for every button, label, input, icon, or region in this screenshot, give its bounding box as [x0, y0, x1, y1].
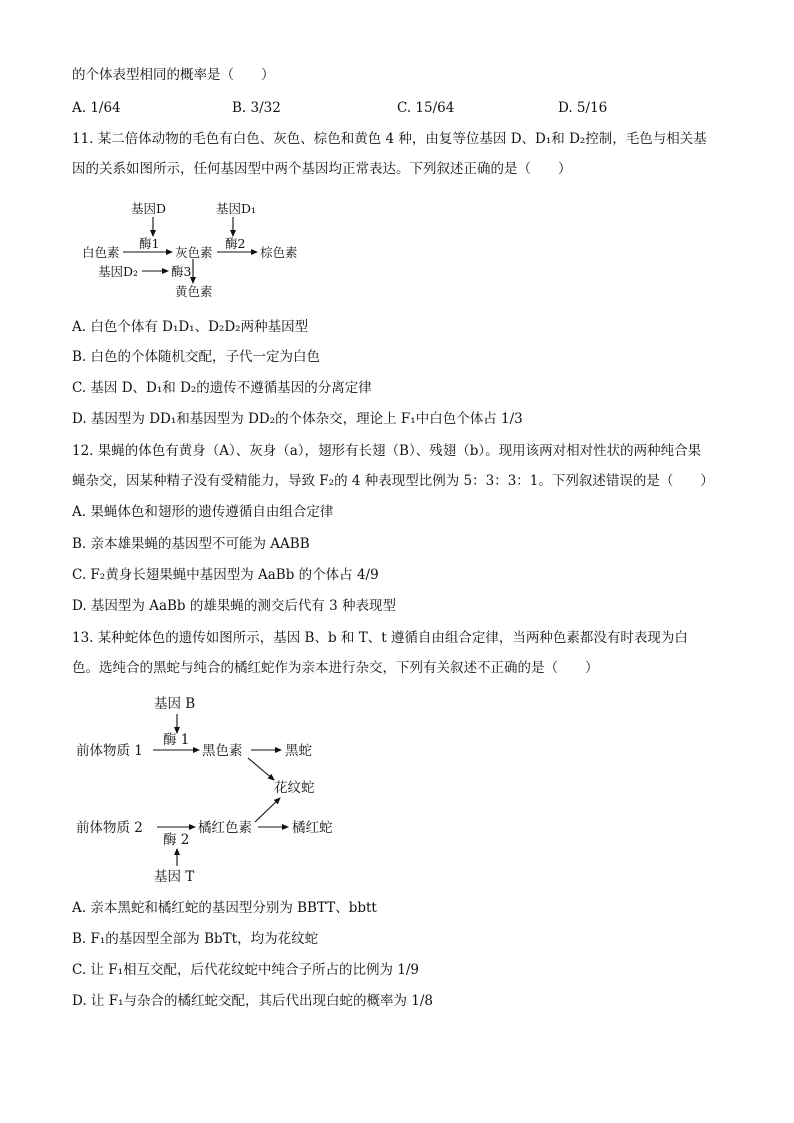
q11-white-pigment: 白色素	[82, 245, 120, 260]
q13-arrow-orange-to-pattern	[255, 798, 280, 822]
q11-stem-line1: 11. 某二倍体动物的毛色有白色、灰色、棕色和黄色 4 种，由复等位基因 D、D₁和 D₂控制，毛色与相关基	[72, 131, 707, 147]
q11-gene-d2: 基因D₂	[98, 264, 139, 279]
q11-option-b: B. 白色的个体随机交配，子代一定为白色	[72, 349, 321, 365]
q12-option-a: A. 果蝇体色和翅形的遗传遵循自由组合定律	[72, 504, 334, 520]
q10-option-c: C. 15/64	[397, 100, 455, 116]
q11-enzyme3: 酶3	[171, 264, 192, 279]
q11-enzyme1: 酶1	[139, 236, 160, 251]
q11-gene-d1: 基因D₁	[216, 201, 257, 216]
q11-option-a: A. 白色个体有 D₁D₁、D₂D₂两种基因型	[72, 319, 309, 335]
q10-option-d: D. 5/16	[558, 100, 608, 116]
q13-option-c: C. 让 F₁相互交配，后代花纹蛇中纯合子所占的比例为 1/9	[72, 962, 420, 978]
q13-snake-color-diagram	[0, 680, 794, 890]
q11-option-d: D. 基因型为 DD₁和基因型为 DD₂的个体杂交，理论上 F₁中白色个体占 1/3	[72, 411, 523, 427]
q13-gene-b: 基因 B	[154, 696, 196, 712]
q13-gene-t: 基因 T	[154, 869, 195, 885]
q13-precursor2: 前体物质 2	[76, 820, 143, 836]
q13-option-b: B. F₁的基因型全部为 BbTt，均为花纹蛇	[72, 931, 319, 947]
q13-arrow-black-to-pattern	[248, 758, 274, 780]
q12-option-d: D. 基因型为 AaBb 的雄果蝇的测交后代有 3 种表现型	[72, 598, 397, 614]
q10-option-b: B. 3/32	[232, 100, 281, 116]
q12-stem-line1: 12. 果蝇的体色有黄身（A）、灰身（a），翅形有长翅（B）、残翅（b）。现用该两对相对性状的两种纯合果	[72, 443, 702, 459]
q11-gene-d: 基因D	[131, 201, 167, 216]
q13-pattern-snake: 花纹蛇	[274, 780, 315, 796]
q13-stem-line1: 13. 某种蛇体色的遗传如图所示，基因 B、b 和 T、t 遵循自由组合定律，当两种色素都没有时表现为白	[72, 630, 688, 646]
q13-orange-pigment: 橘红色素	[198, 820, 252, 836]
q13-precursor1: 前体物质 1	[76, 743, 143, 759]
q11-yellow-pigment: 黄色素	[175, 284, 213, 299]
q11-option-c: C. 基因 D、D₁和 D₂的遗传不遵循基因的分离定律	[72, 380, 372, 396]
q12-option-b: B. 亲本雄果蝇的基因型不可能为 AABB	[72, 536, 310, 552]
q11-enzyme2: 酶2	[225, 236, 246, 251]
q13-black-pigment: 黑色素	[202, 743, 243, 759]
q11-gray-pigment: 灰色素	[175, 245, 213, 260]
q13-option-d: D. 让 F₁与杂合的橘红蛇交配，其后代出现白蛇的概率为 1/8	[72, 993, 434, 1009]
q11-stem-line2: 因的关系如图所示，任何基因型中两个基因均正常表达。下列叙述正确的是（ ）	[72, 161, 572, 177]
q11-brown-pigment: 棕色素	[260, 245, 298, 260]
q13-black-snake: 黑蛇	[285, 743, 312, 759]
q13-stem-line2: 色。选纯合的黑蛇与纯合的橘红蛇作为亲本进行杂交，下列有关叙述不正确的是（ ）	[72, 660, 599, 676]
q10-stem-tail: 的个体表型相同的概率是（ ）	[72, 67, 275, 83]
q10-option-a: A. 1/64	[72, 100, 121, 116]
q13-orange-snake: 橘红蛇	[292, 820, 333, 836]
q13-enzyme1: 酶 1	[163, 732, 190, 748]
q12-option-c: C. F₂黄身长翅果蝇中基因型为 AaBb 的个体占 4/9	[72, 567, 379, 583]
q13-option-a: A. 亲本黑蛇和橘红蛇的基因型分别为 BBTT、bbtt	[72, 900, 377, 916]
q13-enzyme2: 酶 2	[163, 832, 190, 848]
q11-pigment-diagram	[0, 0, 794, 310]
q12-stem-line2: 蝇杂交，因某种精子没有受精能力，导致 F₂的 4 种表现型比例为 5：3：3：1。下列叙述错误的是（ ）	[72, 473, 714, 489]
